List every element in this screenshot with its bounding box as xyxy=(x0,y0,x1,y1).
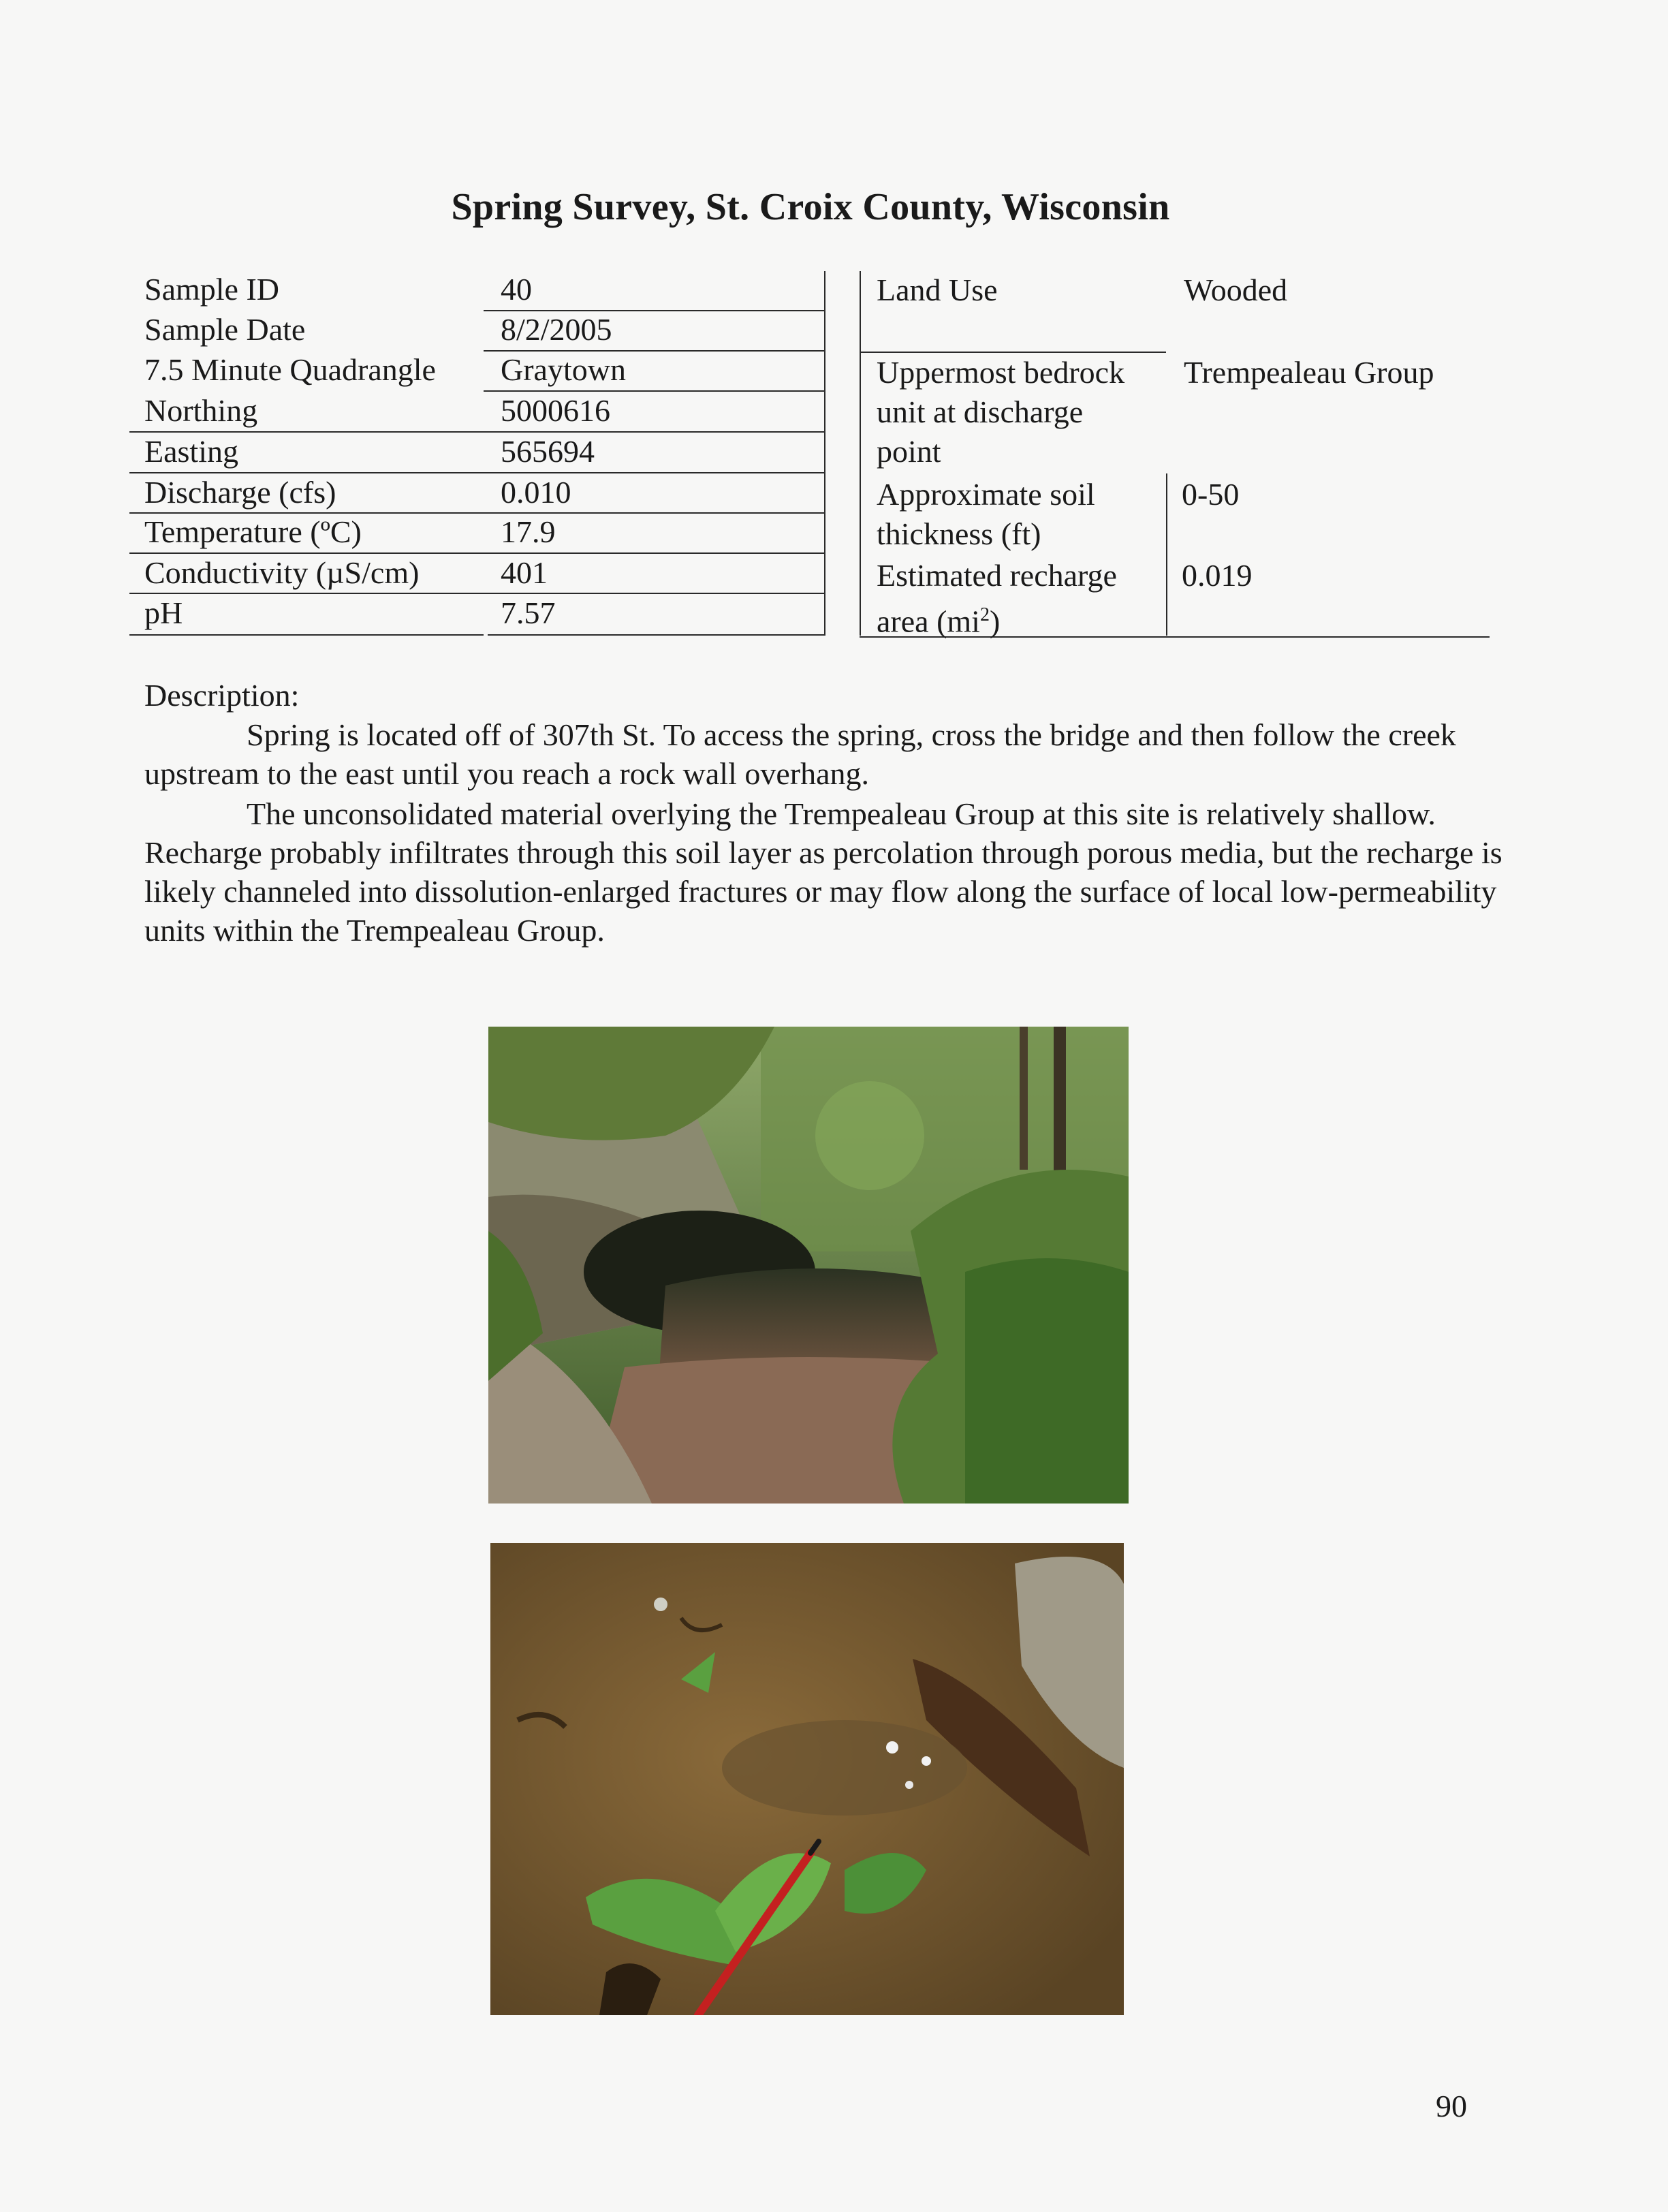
label-quadrangle: 7.5 Minute Quadrangle xyxy=(144,352,436,387)
value-recharge-area: 0.019 xyxy=(1182,558,1253,593)
table-rule xyxy=(129,512,825,514)
value-ph: 7.57 xyxy=(501,595,556,630)
label-conductivity: Conductivity (µS/cm) xyxy=(144,555,420,590)
table-border xyxy=(860,271,861,636)
description-paragraph: Spring is located off of 307th St. To access the spring, cross the bridge and then follow the creek upstream to the east until you reach a rock wall overhang. xyxy=(144,717,1456,791)
value-land-use: Wooded xyxy=(1184,272,1288,307)
table-rule xyxy=(484,310,825,311)
table-rule xyxy=(129,593,825,594)
value-discharge: 0.010 xyxy=(501,475,571,510)
table-rule xyxy=(484,390,825,392)
table-rule xyxy=(129,634,484,636)
label-ph: pH xyxy=(144,595,183,630)
label-recharge-area: Estimated recharge area $(mi^2)$ xyxy=(877,558,1117,639)
label-sample-date: Sample Date xyxy=(144,312,306,347)
label-easting: Easting xyxy=(144,434,238,469)
page-number: 90 xyxy=(1436,2089,1467,2123)
label-soil-thickness: Approximate soil thickness (ft) xyxy=(877,477,1095,551)
table-rule xyxy=(488,634,825,636)
value-soil-thickness: 0-50 xyxy=(1182,477,1240,512)
creek-overhang-image xyxy=(488,1027,1129,1504)
label-sample-id: Sample ID xyxy=(144,272,280,307)
value-quadrangle: Graytown xyxy=(501,352,626,387)
label-discharge: Discharge (cfs) xyxy=(144,475,336,510)
label-land-use: Land Use xyxy=(877,272,998,307)
spring-orifice-photo xyxy=(490,1543,1124,2015)
description-label: Description: xyxy=(144,678,300,713)
table-rule xyxy=(129,472,825,473)
value-bedrock: Trempealeau Group xyxy=(1184,355,1434,390)
description-paragraph: The unconsolidated material overlying the Trempealeau Group at this site is relatively shallow. Recharge probably infiltrates through this soil layer as percolation through porous media, but the recharge is likely channeled into dissolution-enlarged fractures or may flow along the surface of local low-permeability units within the Trempealeau Group. xyxy=(144,796,1502,948)
spring-creek-photo xyxy=(488,1027,1129,1504)
label-temperature: Temperature (ºC) xyxy=(144,514,362,549)
table-border xyxy=(824,271,825,636)
page-title: Spring Survey, St. Croix County, Wisconsin xyxy=(451,186,1170,228)
table-rule xyxy=(129,431,825,433)
value-easting: 565694 xyxy=(501,434,595,469)
value-sample-date: 8/2/2005 xyxy=(501,312,612,347)
table-rule xyxy=(129,552,825,554)
spring-mud-image xyxy=(490,1543,1124,2015)
value-temperature: 17.9 xyxy=(501,514,556,549)
table-border xyxy=(1166,473,1167,636)
label-northing: Northing xyxy=(144,393,258,428)
table-rule xyxy=(484,350,825,352)
value-sample-id: 40 xyxy=(501,272,532,307)
label-bedrock: Uppermost bedrock unit at discharge point xyxy=(877,355,1125,469)
value-northing: 5000616 xyxy=(501,393,610,428)
value-conductivity: 401 xyxy=(501,555,548,590)
